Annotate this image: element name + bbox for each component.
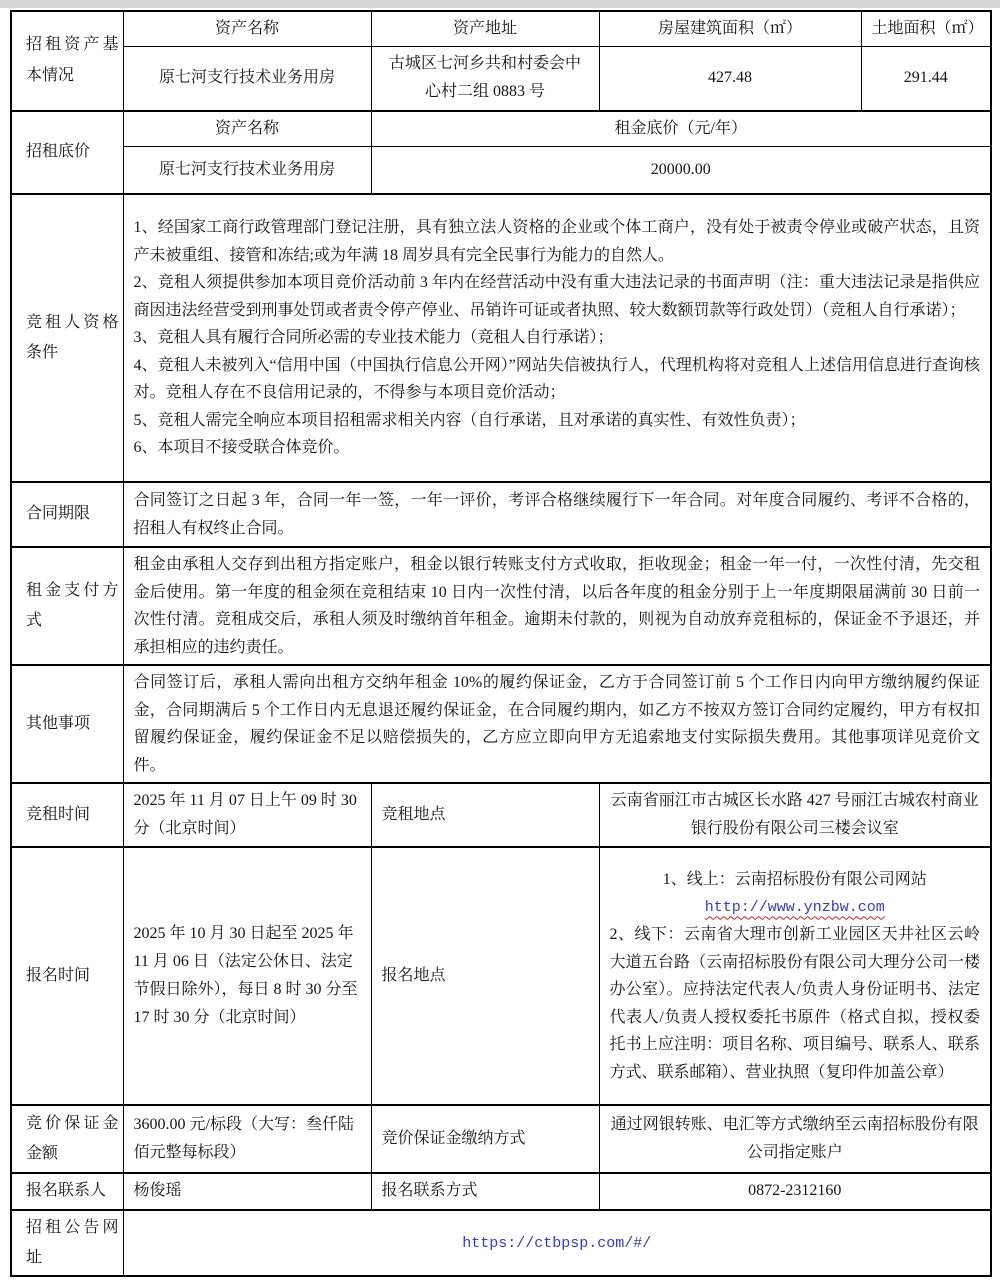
base-price-asset-name-value: 原七河支行技术业务用房: [123, 146, 371, 194]
contact-name-label: 报名联系人: [11, 1173, 123, 1209]
deposit-amount-label: 竞价保证金金额: [11, 1105, 123, 1173]
registration-time-label: 报名时间: [11, 847, 123, 1105]
contract-term-row: [11, 482, 991, 547]
payment-text: [123, 547, 991, 665]
qualification-item: 5、竞租人需完全响应本项目招租需求相关内容（自行承诺，且对承诺的真实性、有效性负责）；: [133, 411, 806, 429]
qualification-item: 6、本项目不接受联合体竞价。: [133, 439, 350, 457]
registration-time-value: 2025 年 10 月 30 日起至 2025 年 11 月 06 日（法定公休日、法定节假日除外），每日 8 时 30 分至 17 时 30 分（北京时间）: [123, 847, 371, 1105]
asset-name-header: 资产名称: [123, 11, 371, 47]
qualification-row: [11, 194, 991, 482]
land-area-header: 土地面积（㎡）: [861, 11, 991, 47]
contract-term-paragraph: 合同签订之日起 3 年，合同一年一签，一年一评价，考评合格继续履行下一年合同。对年度合同履约、考评不合格的，招租人有权终止合同。: [133, 491, 980, 537]
asset-name-value: 原七河支行技术业务用房: [123, 47, 371, 111]
announcement-url-cell: [123, 1210, 991, 1277]
base-price-asset-name-header: 资产名称: [123, 111, 371, 147]
other-items-row: [11, 665, 991, 783]
contract-term-label: 合同期限: [11, 482, 123, 547]
deposit-method-label: 竞价保证金缴纳方式: [371, 1105, 599, 1173]
qualification-label: 竞租人资格条件: [11, 194, 123, 482]
qualification-item: 4、竞租人未被列入“信用中国（中国执行信息公开网）”网站失信被执行人，代理机构将对竞租人上述信用信息进行查询核对。竞租人存在不良信用记录的，不得参与本项目竞价活动；: [133, 356, 980, 402]
registration-offline-text: 2、线下：云南省大理市创新工业园区天井社区云岭大道五台路（云南招标股份有限公司大理分公司一楼办公室）。应持法定代表人/负责人身份证明书、法定代表人/负责人授权委托书原件（格式自拟，授权委托书上应注明：项目名称、项目编号、联系人、联系方式、联系邮箱）、营业执照（复印件加盖公章）: [609, 926, 980, 1081]
contact-name-value: 杨俊瑶: [123, 1173, 371, 1209]
window-top-strip: [0, 0, 1000, 8]
other-items-label: 其他事项: [11, 665, 123, 783]
base-price-value-row: [11, 146, 991, 194]
asset-address-value: 古城区七河乡共和村委会中心村二组 0883 号: [371, 47, 599, 111]
payment-paragraph: 租金由承租人交存到出租方指定账户，租金以银行转账支付方式收取，拒收现金；租金一年一付，一次性付清，先交租金后使用。第一年度的租金须在竞租结束 10 日内一次性付清，以后各年度的租金分别于上一年度期限届满前 30 日前一次性付清。竞租成交后，承租人须及时缴纳首年租金。逾期未付款的，则视为自动放弃竞租标的，保证金不予退还，并承担相应的违约责任。: [133, 556, 980, 656]
building-area-value: 427.48: [599, 47, 861, 111]
contract-term-text: [123, 482, 991, 547]
asset-info-value-row: [11, 47, 991, 111]
other-items-paragraph: 合同签订后，承租人需向出租方交纳年租金 10%的履约保证金，乙方于合同签订前 5 个工作日内向甲方缴纳履约保证金，合同期满后 5 个工作日内无息退还履约保证金，在合同履约期内，如乙方不按双方签订合同约定履约，甲方有权扣留履约保证金，履约保证金不足以赔偿损失的，乙方应立即向甲方无追索地支付实际损失费用。其他事项详见竞价文件。: [133, 674, 980, 774]
land-area-value: 291.44: [861, 47, 991, 111]
payment-row: [11, 547, 991, 665]
announcement-label: 招租公告网址: [11, 1210, 123, 1277]
asset-address-header: 资产地址: [371, 11, 599, 47]
contact-phone-value: 0872-2312160: [599, 1173, 991, 1209]
registration-place-label: 报名地点: [371, 847, 599, 1105]
payment-label: 租金支付方式: [11, 547, 123, 665]
bidding-place-value: 云南省丽江市古城区长水路 427 号丽江古城农村商业银行股份有限公司三楼会议室: [599, 783, 991, 847]
base-price-section-label: 招租底价: [11, 111, 123, 195]
deposit-amount-value: 3600.00 元/标段（大写：叁仟陆佰元整每标段）: [123, 1105, 371, 1173]
bidding-place-label: 竞租地点: [371, 783, 599, 847]
announcement-row: [11, 1210, 991, 1277]
registration-online-line: 1、线上：云南招标股份有限公司网站: [662, 870, 927, 888]
lease-announcement-table: [10, 10, 992, 1277]
announcement-url-link[interactable]: https://ctbpsp.com/#/: [462, 1234, 652, 1252]
asset-info-header-row: [11, 11, 991, 47]
asset-info-section-label: 招租资产基本情况: [11, 11, 123, 111]
registration-online-url-line: [610, 893, 981, 921]
registration-row: [11, 847, 991, 1105]
ynzbw-url-link[interactable]: http://www.ynzbw.com: [704, 899, 885, 917]
bidding-time-row: [11, 783, 991, 847]
base-price-header-row: [11, 111, 991, 147]
bidding-time-value: 2025 年 11 月 07 日上午 09 时 30 分（北京时间）: [123, 783, 371, 847]
bidding-time-label: 竞租时间: [11, 783, 123, 847]
building-area-header: 房屋建筑面积（㎡）: [599, 11, 861, 47]
registration-place-cell: [599, 847, 991, 1105]
qualification-text-cell: [123, 194, 991, 482]
contact-row: [11, 1173, 991, 1209]
deposit-row: [11, 1105, 991, 1173]
qualification-item: 3、竞租人具有履行合同所必需的专业技术能力（竞租人自行承诺）；: [133, 329, 614, 347]
contact-phone-label: 报名联系方式: [371, 1173, 599, 1209]
other-items-text: [123, 665, 991, 783]
qualification-item: 2、竞租人须提供参加本项目竞价活动前 3 年内在经营活动中没有重大违法记录的书面声明（注：重大违法记录是指供应商因违法经营受到刑事处罚或者责令停产停业、吊销许可证或者执照、较大数额罚款等行政处罚）（竞租人自行承诺）；: [133, 274, 980, 319]
base-price-value: 20000.00: [371, 146, 991, 194]
base-price-header: 租金底价（元/年）: [371, 111, 991, 147]
qualification-item: 1、经国家工商行政管理部门登记注册，具有独立法人资格的企业或个体工商户，没有处于被责令停业或破产状态，且资产未被重组、接管和冻结;或为年满 18 周岁具有完全民事行为能力的自然人。: [133, 219, 980, 264]
deposit-method-value: 通过网银转账、电汇等方式缴纳至云南招标股份有限公司指定账户: [599, 1105, 991, 1173]
